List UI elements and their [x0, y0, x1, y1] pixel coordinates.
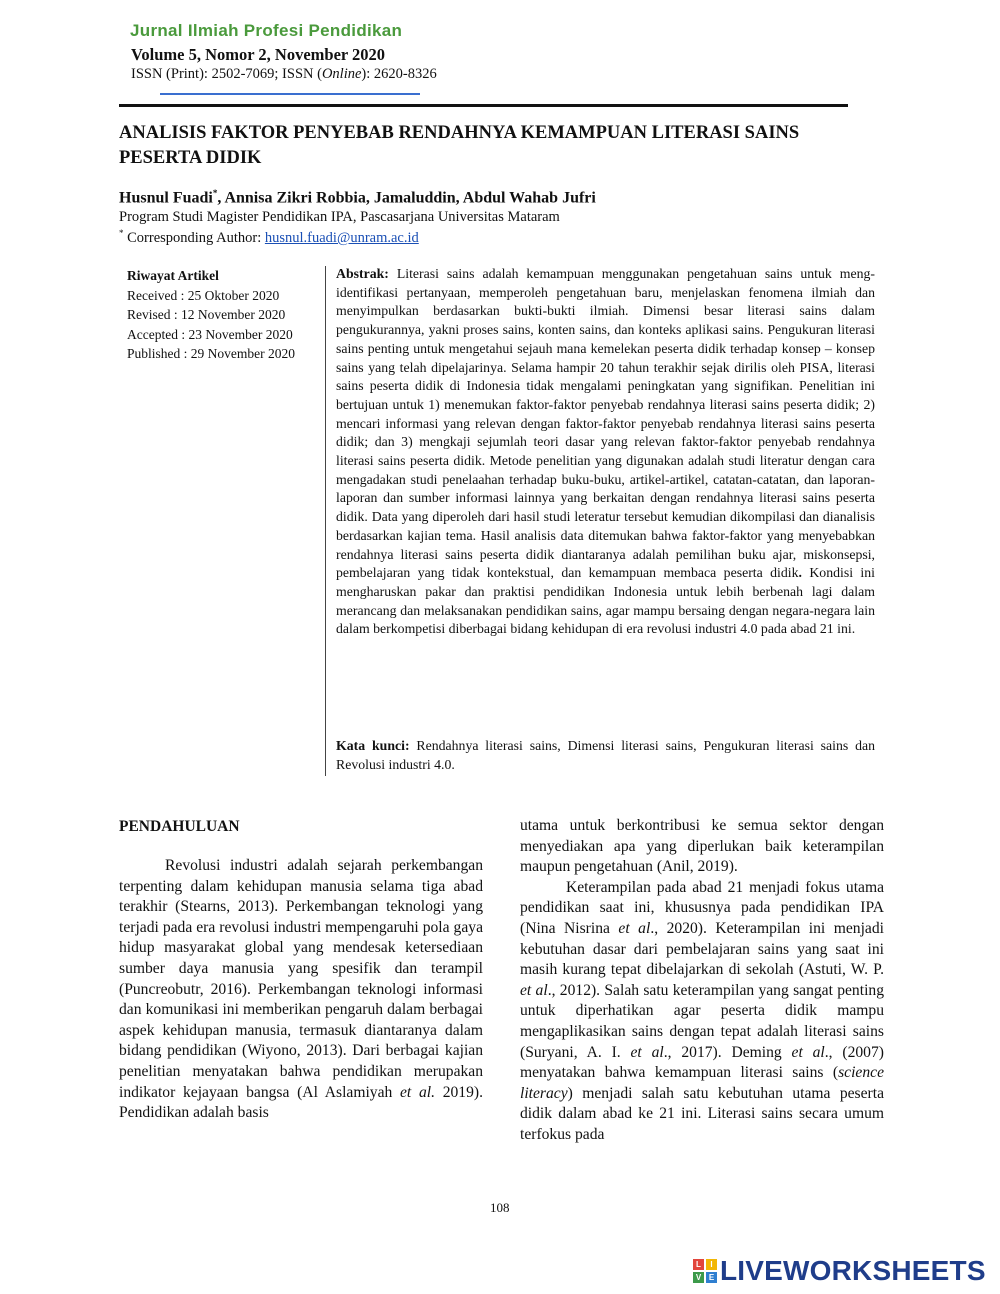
- body-column-right: [520, 816, 884, 1146]
- section-heading: PENDAHULUAN: [119, 818, 240, 835]
- article-history: [127, 266, 295, 364]
- author-first: Husnul Fuadi: [119, 189, 213, 207]
- right-p2-e: ., (2007) menyatakan bahwa kemampuan literasi sains (: [520, 1043, 884, 1082]
- left-paragraph: [119, 856, 483, 1124]
- history-published: Published : 29 November 2020: [127, 346, 295, 361]
- issn-suffix: ): 2620-8326: [361, 66, 437, 82]
- corresponding-author: [119, 228, 419, 247]
- keywords-label: Kata kunci:: [336, 738, 410, 753]
- abstract: [336, 265, 875, 639]
- logo-cell-e: E: [706, 1272, 717, 1283]
- left-p1-italic: et al.: [400, 1083, 435, 1101]
- right-paragraph-2: [520, 878, 884, 1146]
- header-divider: [119, 104, 848, 107]
- corresponding-mark: *: [119, 228, 124, 238]
- issn-prefix: ISSN (Print): 2502-7069; ISSN (: [131, 66, 322, 82]
- abstract-bold-period: .: [798, 565, 802, 581]
- right-p2-i5: science literacy: [520, 1064, 884, 1102]
- right-p2-i4: et al: [791, 1043, 825, 1061]
- page-number: 108: [490, 1200, 510, 1215]
- history-revised: Revised : 12 November 2020: [127, 307, 286, 322]
- left-p1-end: 2019). Pendidikan adalah basis: [119, 1083, 483, 1122]
- abstract-divider: [325, 266, 326, 776]
- issn-info: [131, 66, 437, 83]
- body-column-left: [119, 856, 483, 1124]
- corresponding-label: Corresponding Author:: [123, 229, 265, 246]
- logo-text: LIVEWORKSHEETS: [720, 1255, 986, 1286]
- left-p1-text: Revolusi industri adalah sejarah perkembangan terpenting dalam kehidupan manusia selama tiga abad terakhir (Stearns, 2013). Perkembangan teknologi yang terjadi pada era revolusi industri mempengaruhi pola gaya hidup masyarakat global yang mendesak ketersediaan sumber daya manusia yang spesifik dan terampil (Puncreobutr, 2016). Perkembangan teknologi informasi dan komunikasi ini memberikan pengaruh dalam berbagai aspek kehidupan manusia, termasuk diantaranya dalam bidang pendidikan (Wiyono, 2013). Dari berbagai kajian penelitian menyatakan bahwa pendidikan merupakan indikator kejayaan bangsa (Al Aslamiyah: [119, 857, 483, 1101]
- logo-icon: [693, 1259, 717, 1283]
- logo-cell-v: V: [693, 1272, 704, 1283]
- history-title: Riwayat Artikel: [127, 268, 219, 283]
- right-p2-d: ., 2017). Deming: [663, 1043, 792, 1061]
- abstract-text-part1: Literasi sains adalah kemampuan menggunakan pengetahuan sains untuk meng-identifikasi pertanyaan, memperoleh pengetahuan baru, menjelaskan fenomena ilmiah dan menyimpulkan berdasarkan bukti-bukti ilmiah. Dimensi besar literasi sains dalam pengukurannya, yakni proses sains, konten sains, dan konteks aplikasi sains. Pengukuran literasi sains penting untuk mengetahui sejauh mana kemelekan peserta didik terhadap konsep – konsep sains yang telah dipelajarinya. Selama hampir 20 tahun terakhir sejak dirilis oleh PISA, literasi sains peserta didik di Indonesia tidak mengalami peningkatan yang signifikan. Penelitian ini bertujuan untuk 1) menemukan faktor-faktor penyebab rendahnya literasi sains peserta didik; 2) mencari informasi yang relevan dengan faktor-faktor penyebab rendahnya literasi sains peserta didik; dan 3) mengkaji sejumlah teori dasar yang relevan faktor-faktor penyebab rendahnya literasi sains peserta didik. Metode penelitian yang digunakan adalah studi literatur dengan cara mengadakan studi penelaahan terhadap buku-buku, artikel-artikel, catatan-catatan, dan laporan-laporan dan sumber informasi lainnya yang berkaitan dengan rendahnya literasi sains peserta didik. Data yang diperoleh dari hasil studi leteratur tersebut kemudian dikompilasi dan dianalisis berdasarkan kajian tema. Hasil analisis data ditemukan bahwa faktor-faktor yang menyebabkan rendahnya literasi sains peserta didik diantaranya adalah pemilihan buku ajar, miskonsepsi, pembelajaran yang tidak kontekstual, dan kemampuan membaca peserta didik: [336, 266, 875, 581]
- logo-cell-l: L: [693, 1259, 704, 1270]
- right-p2-i3: et al: [630, 1043, 664, 1061]
- right-p2-f: ) menjadi salah satu kebutuhan utama peserta didik dalam abad ke 21 ini. Literasi sains secara umum terfokus pada: [520, 1084, 884, 1143]
- right-p2-i1: et al: [618, 919, 651, 937]
- abstract-label: Abstrak:: [336, 266, 389, 281]
- journal-name: Jurnal Ilmiah Profesi Pendidikan: [130, 21, 403, 40]
- right-p2-i2: et al: [520, 981, 548, 999]
- right-p2-c: ., 2012). Salah satu keterampilan yang sangat penting untuk diperhatikan agar peserta didik mampu mengaplikasikan sains dengan tepat adalah literasi sains (Suryani, A. I.: [520, 981, 884, 1061]
- issn-online: Online: [321, 66, 362, 82]
- keywords: [336, 737, 875, 774]
- right-paragraph-1: utama untuk berkontribusi ke semua sektor dengan menyediakan apa yang diperlukan baik keterampilan maupun pengetahuan (Anil, 2019).: [520, 817, 884, 876]
- article-title: ANALISIS FAKTOR PENYEBAB RENDAHNYA KEMAMPUAN LITERASI SAINS PESERTA DIDIK: [119, 123, 800, 168]
- history-received: Received : 25 Oktober 2020: [127, 287, 280, 303]
- affiliation: Program Studi Magister Pendidikan IPA, Pascasarjana Universitas Mataram: [119, 209, 560, 225]
- history-accepted: Accepted : 23 November 2020: [127, 326, 293, 342]
- liveworksheets-logo[interactable]: [693, 1255, 986, 1287]
- right-p2-a: Keterampilan pada abad 21 menjadi fokus utama pendidikan saat ini, khususnya pada pendidikan IPA (Nina Nisrina: [520, 878, 884, 937]
- header-accent-line: [160, 93, 420, 95]
- author-rest: , Annisa Zikri Robbia, Jamaluddin, Abdul Wahab Jufri: [217, 189, 596, 207]
- abstract-text-part2: Kondisi ini mengharuskan pakar dan praktisi pendidikan Indonesia untuk lebih berbenah lagi dalam merancang dan melaksanakan pendidikan sains, agar mampu bersaing dengan negara-negara lain dalam berkompetisi diberbagai bidang kehidupan di era revolusi industri 4.0 pada abad 21 ini.: [336, 565, 875, 637]
- right-p2-b: ., 2020). Keterampilan ini menjadi kebutuhan dasar dari pembelajaran sains yang saat ini masih kurang tepat dibelajarkan di sekolah (Astuti, W. P.: [520, 919, 884, 979]
- keywords-text: Rendahnya literasi sains, Dimensi literasi sains, Pengukuran literasi sains dan Revolusi industri 4.0.: [336, 738, 875, 772]
- volume-info: Volume 5, Nomor 2, November 2020: [131, 45, 386, 64]
- author-corresponding-mark: *: [212, 188, 218, 198]
- author-list: [119, 188, 596, 207]
- corresponding-email-link[interactable]: husnul.fuadi@unram.ac.id: [264, 229, 419, 246]
- logo-cell-i: I: [706, 1259, 717, 1270]
